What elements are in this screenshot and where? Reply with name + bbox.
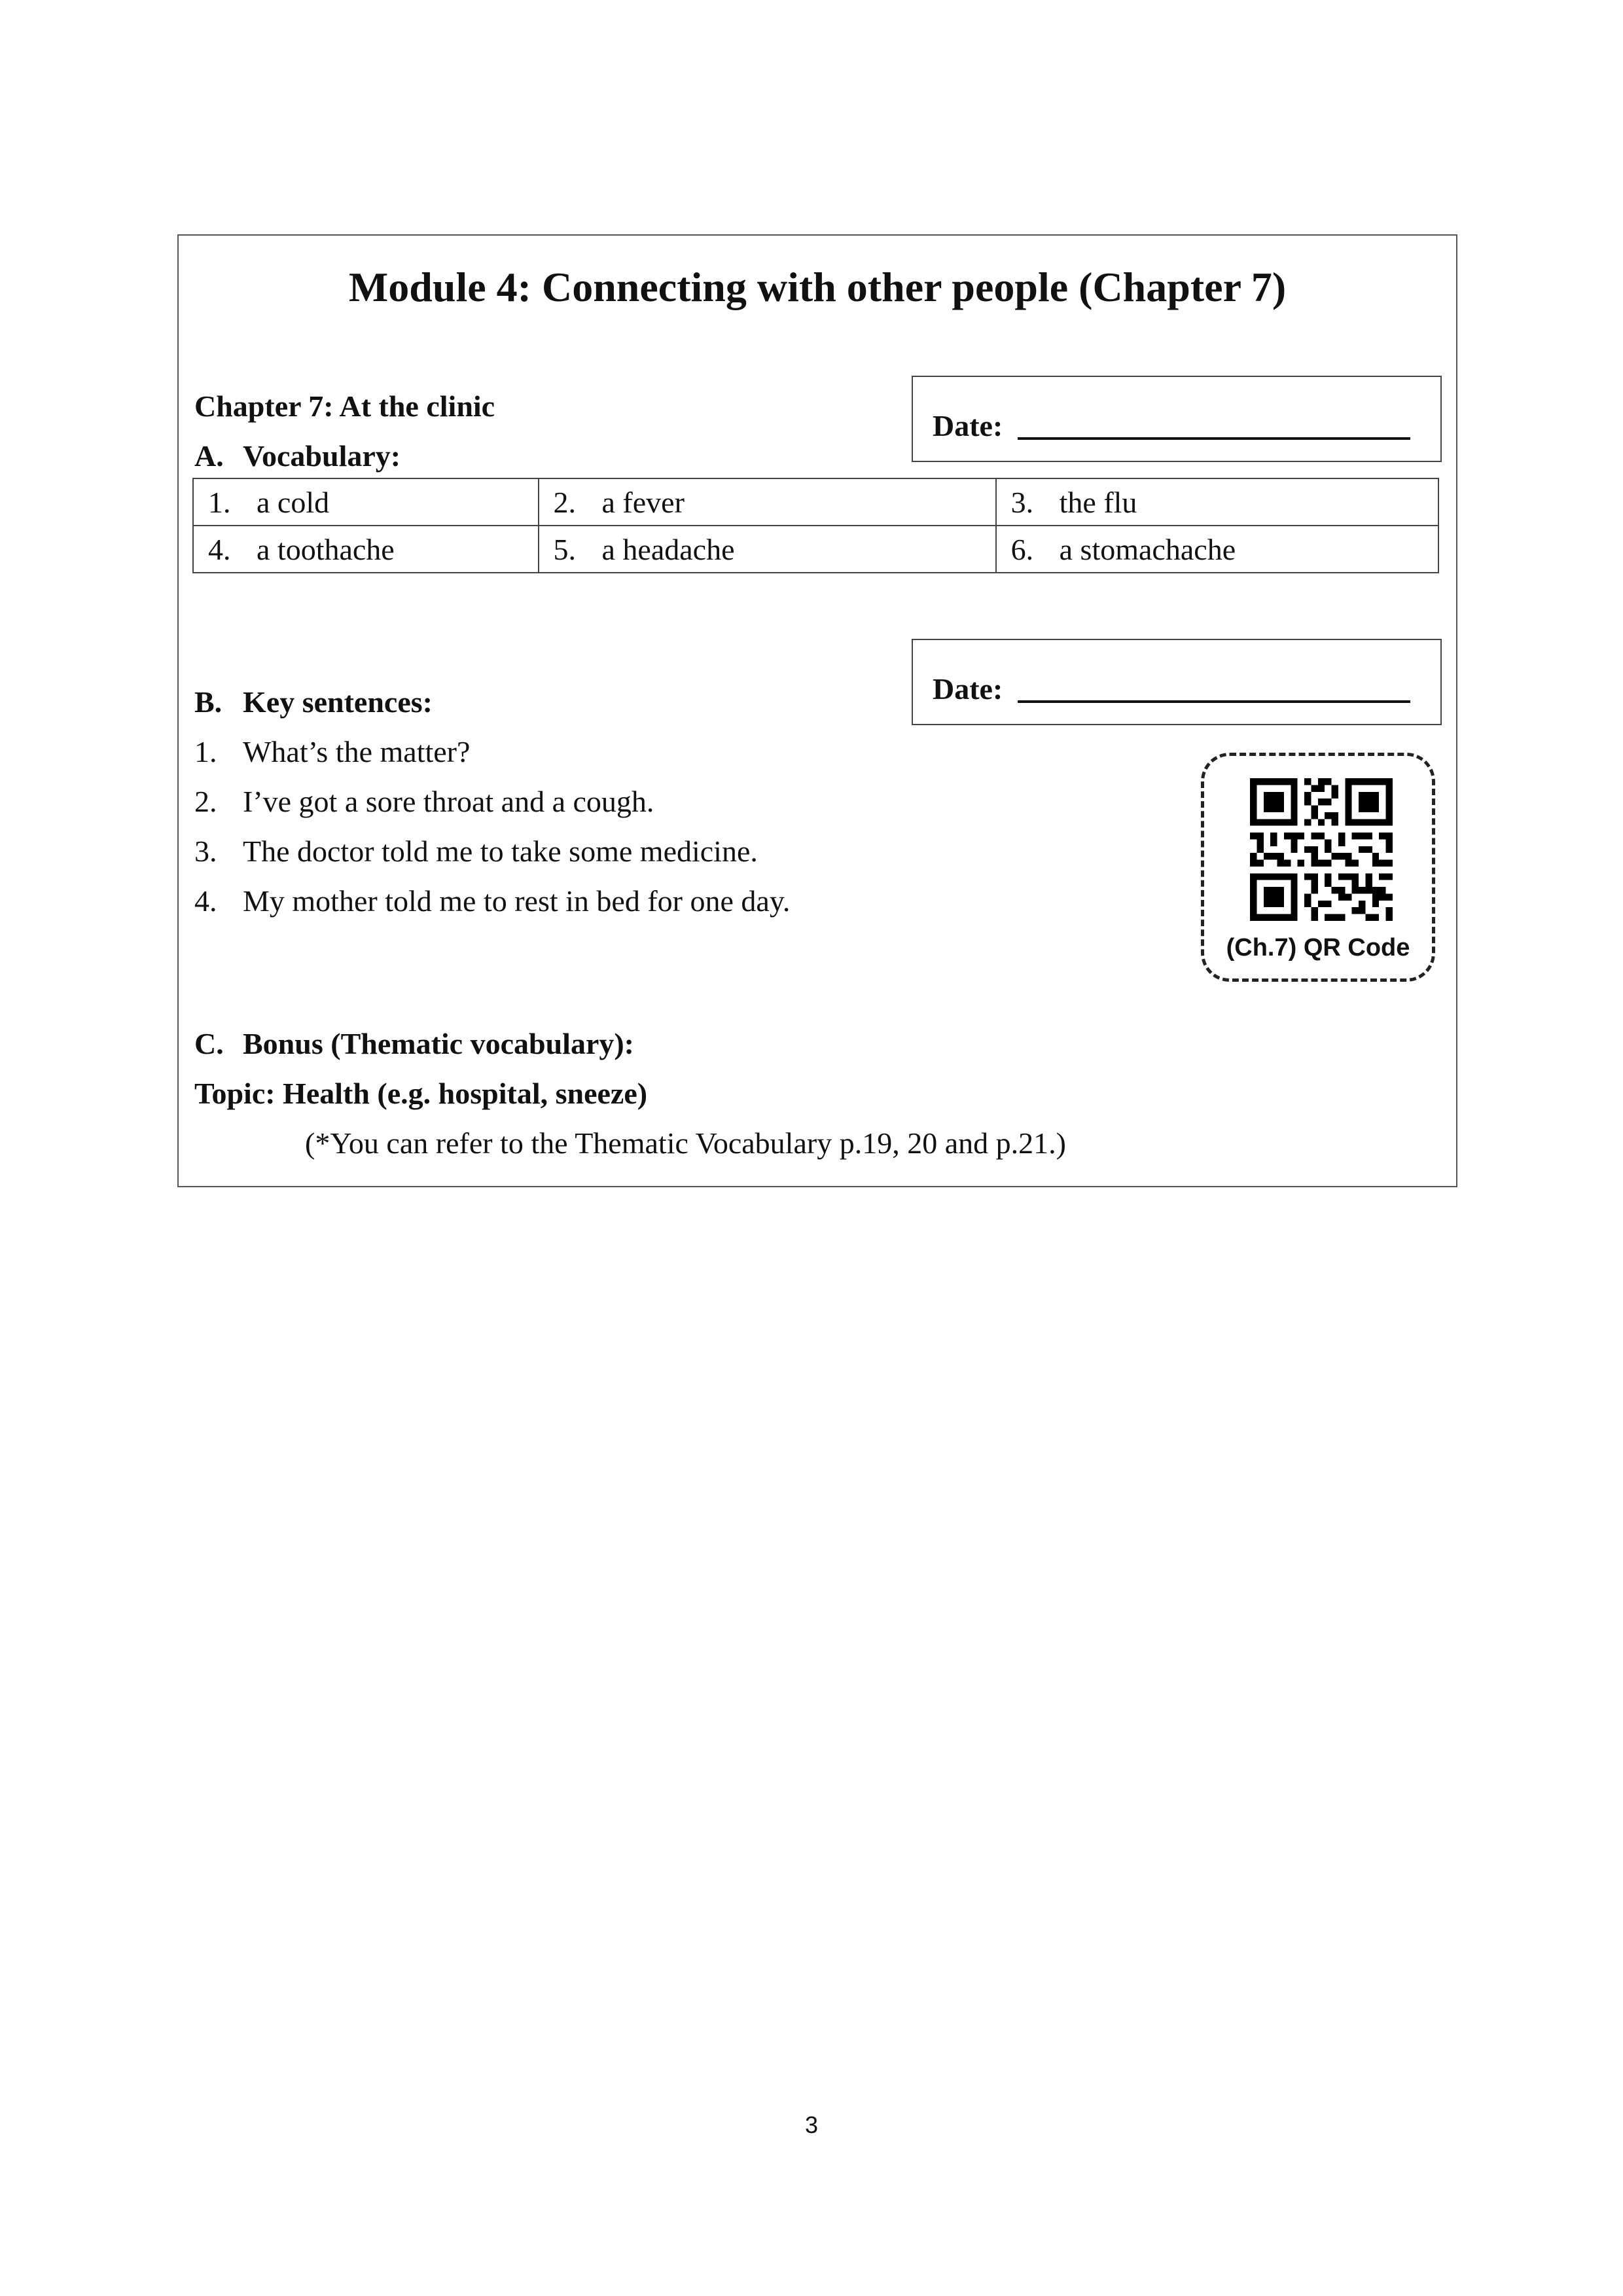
- list-item: [194, 737, 470, 767]
- sentence-text: What’s the matter?: [243, 735, 471, 768]
- vocab-cell: [193, 478, 539, 526]
- sentence-text: My mother told me to rest in bed for one day.: [243, 884, 791, 918]
- section-c-note: (*You can refer to the Thematic Vocabulary p.19, 20 and p.21.): [305, 1126, 1066, 1160]
- section-c-heading: [194, 1029, 634, 1059]
- vocab-word: a cold: [257, 485, 330, 519]
- vocab-word: the flu: [1059, 485, 1137, 519]
- section-c-letter: C.: [194, 1027, 224, 1060]
- sentence-number: 3.: [194, 834, 217, 868]
- sentence-number: 4.: [194, 884, 217, 918]
- date-write-line[interactable]: [1018, 700, 1410, 703]
- date-label: Date:: [933, 672, 1003, 706]
- date-write-line[interactable]: [1018, 437, 1410, 440]
- vocab-word: a toothache: [257, 532, 395, 566]
- section-a-heading: [194, 441, 401, 471]
- date-label: Date:: [933, 409, 1003, 442]
- date-box-b: [912, 639, 1442, 725]
- module-title: Module 4: Connecting with other people (Chapter 7): [348, 264, 1287, 310]
- vocab-cell: [539, 526, 996, 573]
- page-number: 3: [804, 2111, 819, 2138]
- section-a-letter: A.: [194, 439, 224, 473]
- list-item: [194, 836, 758, 867]
- vocab-cell: [996, 478, 1438, 526]
- section-c-topic: Topic: Health (e.g. hospital, sneeze): [194, 1077, 648, 1110]
- section-c-title: Bonus (Thematic vocabulary):: [243, 1027, 634, 1060]
- vocab-cell: [996, 526, 1438, 573]
- vocab-number: 1.: [208, 485, 231, 519]
- list-item: [194, 787, 654, 817]
- vocab-number: 5.: [553, 532, 577, 566]
- qr-code-box[interactable]: [1201, 753, 1435, 982]
- list-item: [194, 886, 790, 916]
- vocab-word: a headache: [601, 532, 735, 566]
- section-b-title: Key sentences:: [243, 685, 433, 719]
- date-box-a: [912, 376, 1442, 462]
- section-b-letter: B.: [194, 685, 223, 719]
- vocab-word: a fever: [601, 485, 685, 519]
- vocab-cell: [539, 478, 996, 526]
- section-b-heading: [194, 687, 433, 717]
- vocab-number: 4.: [208, 532, 231, 566]
- table-row: [193, 526, 1438, 573]
- vocabulary-table: [192, 478, 1439, 573]
- vocab-number: 2.: [553, 485, 577, 519]
- vocab-number: 6.: [1010, 532, 1034, 566]
- vocab-number: 3.: [1010, 485, 1034, 519]
- qr-code-icon: [1250, 778, 1393, 921]
- sentence-text: The doctor told me to take some medicine.: [243, 834, 758, 868]
- table-row: [193, 478, 1438, 526]
- sentence-number: 1.: [194, 735, 217, 768]
- vocab-cell: [193, 526, 539, 573]
- qr-caption: (Ch.7) QR Code: [1226, 934, 1410, 961]
- chapter-title: Chapter 7: At the clinic: [194, 389, 495, 423]
- section-a-title: Vocabulary:: [243, 439, 401, 473]
- sentence-number: 2.: [194, 785, 217, 818]
- worksheet-frame: [177, 234, 1457, 1187]
- vocab-word: a stomachache: [1059, 532, 1236, 566]
- sentence-text: I’ve got a sore throat and a cough.: [243, 785, 654, 818]
